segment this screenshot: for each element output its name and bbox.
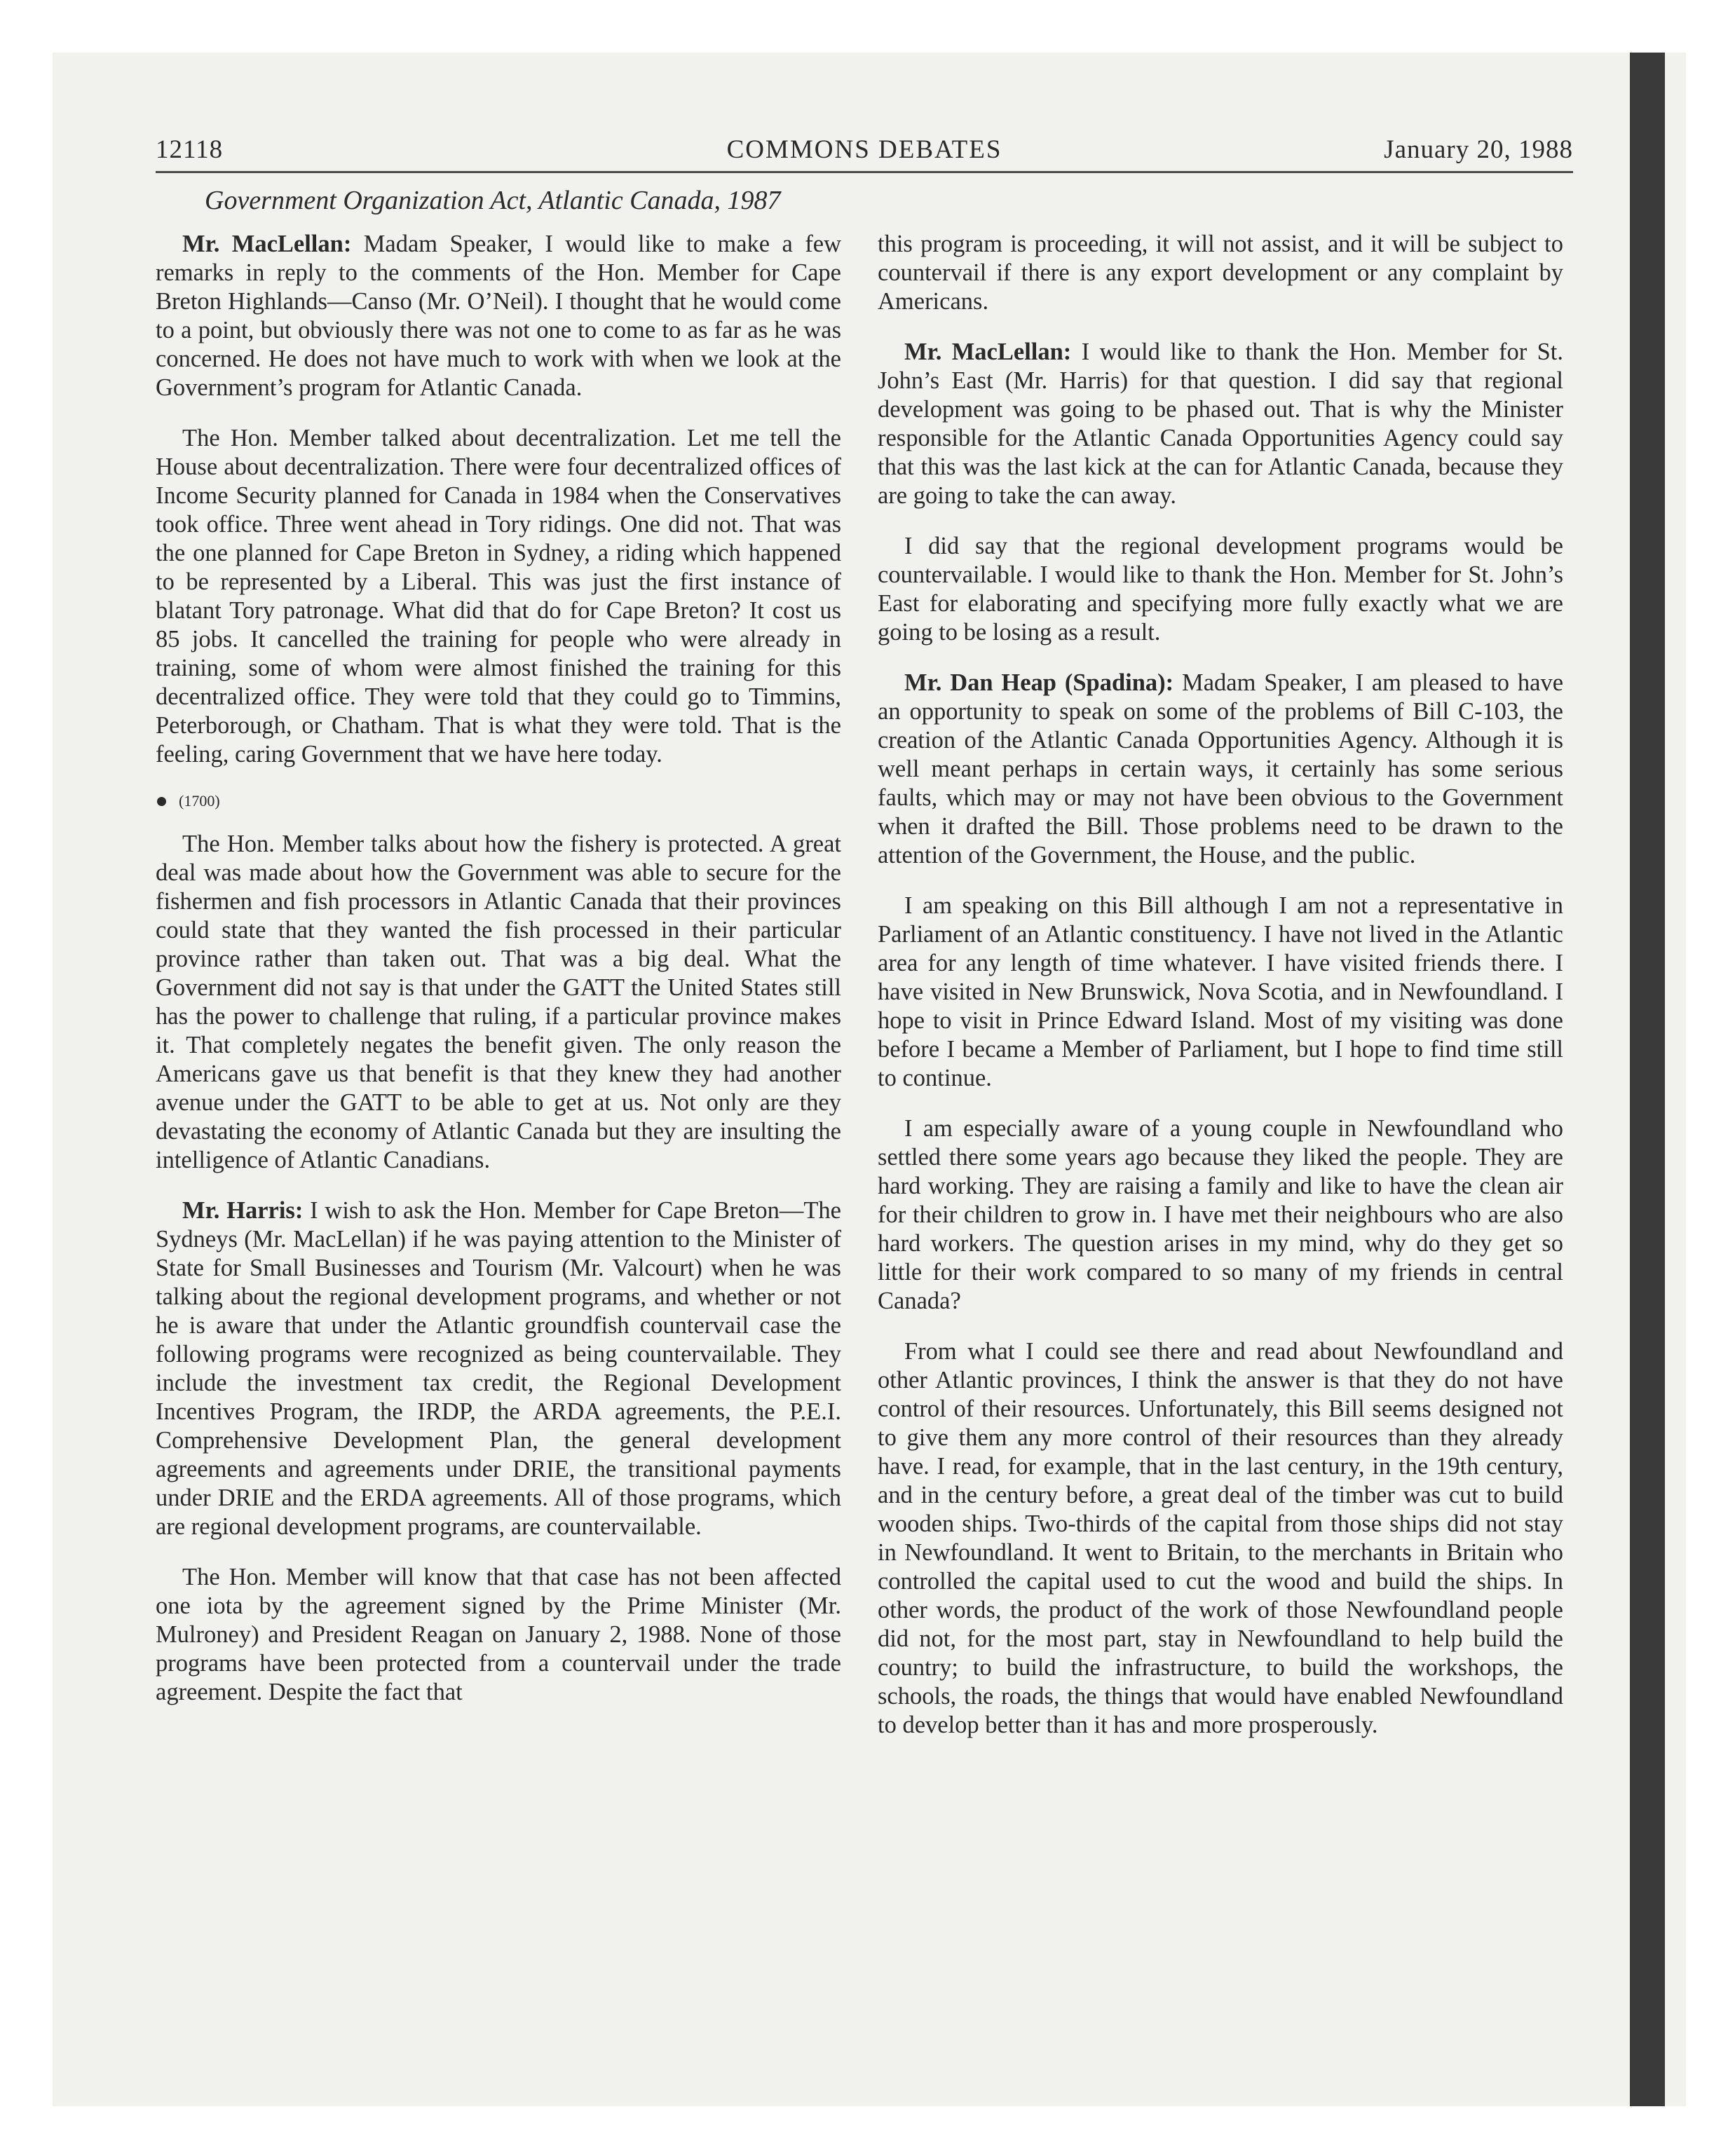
publication-title: COMMONS DEBATES: [726, 135, 1002, 164]
paragraph: From what I could see there and read about Newfoundland and other Atlantic provinces, I think the answer is that they do not have control of their resources. Unfortunately, this Bill seems designed not to give them any more control of their resources than they already have. I read, for example, that in the last century, in the 19th century, and in the century before, a great deal of the timber was cut to build wooden ships. Two-thirds of the capital from those ships did not stay in Newfoundland. It went to Britain, to the merchants in Britain who controlled the capital used to cut the wood and build the ships. In other words, the product of the work of those Newfoundland people did not, for the most part, stay in Newfoundland to help build the country; to build the infrastructure, to build the workshops, the schools, the roads, the things that would have enabled Newfoundland to develop better than it has and more prosperously.: [878, 1338, 1563, 1738]
publication-date: January 20, 1988: [1384, 135, 1573, 164]
time-marker: [156, 791, 841, 812]
paragraph: [156, 1196, 841, 1541]
speaker-name: Mr. MacLellan:: [904, 339, 1072, 365]
paragraph: this program is proceeding, it will not assist, and it will be subject to countervail if there is any export development or any complaint by Americans.: [878, 231, 1563, 315]
left-column: [156, 230, 841, 1728]
section-subtitle: Government Organization Act, Atlantic Canada, 1987: [205, 186, 781, 215]
page-binding-edge: [1630, 53, 1665, 2106]
paragraph: I did say that the regional development programs would be countervailable. I would like to thank the Hon. Member for St. John’s East for elaborating and specifying more fully exactly what we are going to be losing as a result.: [878, 533, 1563, 646]
bullet-icon: [157, 797, 166, 806]
paragraph: [878, 338, 1563, 510]
page-number: 12118: [156, 135, 224, 164]
speech-text: I would like to thank the Hon. Member for St. John’s East (Mr. Harris) for that question. I did say that regional development was going to be phased out. That is why the Minister responsible for the Atlantic Canada Opportunities Agency could say that this was the last kick at the can for Atlantic Canada, because they are going to take the can away.: [878, 339, 1563, 509]
page-header: [156, 135, 1573, 173]
speech-text: I wish to ask the Hon. Member for Cape Breton—The Sydneys (Mr. MacLellan) if he was paying attention to the Minister of State for Small Businesses and Tourism (Mr. Valcourt) when he was talking about the regional development programs, and whether or not he is aware that under the Atlantic groundfish countervail case the following programs were recognized as being countervailable. They include the investment tax credit, the Regional Development Incentives Program, the IRDP, the ARDA agreements, the P.E.I. Comprehensive Development Plan, the general development agreements and agreements under DRIE, the transitional payments under DRIE and the ERDA agreements. All of those programs, which are regional development programs, are countervailable.: [156, 1197, 841, 1540]
speaker-name: Mr. Dan Heap (Spadina):: [904, 669, 1174, 696]
paragraph: [878, 669, 1563, 870]
paragraph: The Hon. Member talks about how the fishery is protected. A great deal was made about how the Government was able to secure for the fishermen and fish processors in Atlantic Canada that their provinces could state that they wanted the fish processed in their particular province rather than taken out. That was a big deal. What the Government did not say is that under the GATT the United States still has the power to challenge that ruling, if a particular province makes it. That completely negates the benefit given. The only reason the Americans gave us that benefit is that they knew they had another avenue under the GATT to be able to get at us. Not only are they devastating the economy of Atlantic Canada but they are insulting the intelligence of Atlantic Canadians.: [156, 831, 841, 1173]
paragraph: [156, 230, 841, 402]
right-column: [878, 230, 1563, 1761]
speech-text: Madam Speaker, I am pleased to have an opportunity to speak on some of the problems of Bill C-103, the creation of the Atlantic Canada Opportunities Agency. Although it is well meant perhaps in certain ways, it certainly has some serious faults, which may or may not have been obvious to the Government when it drafted the Bill. Those problems need to be drawn to the attention of the Government, the House, and the public.: [878, 669, 1564, 868]
paragraph: I am speaking on this Bill although I am not a representative in Parliament of an Atlantic constituency. I have not lived in the Atlantic area for any length of time whatever. I have visited friends there. I have visited in New Brunswick, Nova Scotia, and in Newfoundland. I hope to visit in Prince Edward Island. Most of my visiting was done before I became a Member of Parliament, but I hope to find time still to continue.: [878, 892, 1563, 1091]
paragraph: I am especially aware of a young couple in Newfoundland who settled there some years ago because they liked the people. They are hard working. They are raising a family and like to have the clean air for their children to grow in. I have met their neighbours who are also hard workers. The question arises in my mind, why do they get so little for their work compared to so many of my friends in central Canada?: [878, 1115, 1563, 1314]
speaker-name: Mr. MacLellan:: [182, 231, 352, 257]
paragraph: The Hon. Member talked about decentralization. Let me tell the House about decentralization. There were four decentralized offices of Income Security planned for Canada in 1984 when the Conservatives took office. Three went ahead in Tory ridings. One did not. That was the one planned for Cape Breton in Sydney, a riding which happened to be represented by a Liberal. This was just the first instance of blatant Tory patronage. What did that do for Cape Breton? It cost us 85 jobs. It cancelled the training for people who were already in training, some of whom were almost finished the training for this decentralized office. They were told that they could go to Timmins, Peterborough, or Chatham. That is what they were told. That is the feeling, caring Government that we have here today.: [156, 425, 841, 767]
paragraph: The Hon. Member will know that that case has not been affected one iota by the agreement signed by the Prime Minister (Mr. Mulroney) and President Reagan on January 2, 1988. None of those programs have been protected from a countervail under the trade agreement. Despite the fact that: [156, 1564, 841, 1705]
speech-text: Madam Speaker, I would like to make a few remarks in reply to the comments of the Hon. Member for Cape Breton Highlands—Canso (Mr. O’Neil). I thought that he would come to a point, but obviously there was not one to come to as far as he was concerned. He does not have much to work with when we look at the Government’s program for Atlantic Canada.: [156, 231, 841, 401]
speaker-name: Mr. Harris:: [182, 1197, 304, 1224]
time-marker-text: (1700): [179, 792, 220, 810]
